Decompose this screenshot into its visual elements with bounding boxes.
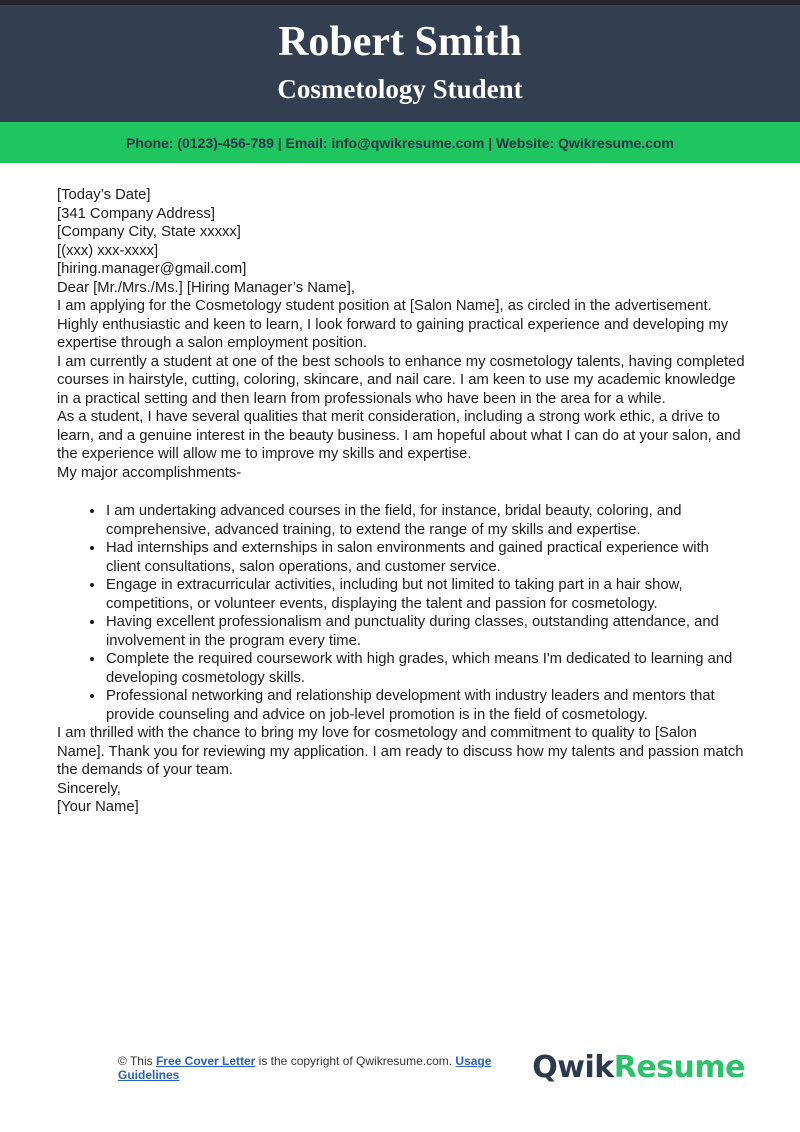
letter-paragraph: As a student, I have several qualities that merit consideration, including a strong work ethic, a drive to learn, and a genuine interest in the beauty business. I am hopeful about what I can do at your salon, and the experience will allow me to improve my skills and expertise. — [57, 409, 741, 462]
accomplishment-item: • Complete the required coursework with high grades, which means I'm dedicated to learning and developing cosmetology skills. — [105, 650, 745, 687]
page-footer — [0, 1048, 800, 1088]
letter-paragraph: I am applying for the Cosmetology student position at [Salon Name], as circled in the advertisement. Highly enthusiastic and keen to learn, I look forward to gaining practical experience and developing my expertise through a salon employment position. — [57, 298, 729, 351]
contact-info-text: Phone: (0123)-456-789 | Email: info@qwikresume.com | Website: Qwikresume.com — [126, 134, 674, 151]
copyright-text: © This — [118, 1054, 156, 1068]
copyright-text: is the copyright of Qwikresume.com. — [255, 1054, 456, 1068]
address-line: [(xxx) xxx-xxxx] — [57, 242, 159, 259]
letter-paragraph: I am thrilled with the chance to bring my love for cosmetology and commitment to quality to [Salon Name]. Thank you for reviewing my application. I am ready to discuss how my talents and passion match the demands of your team. — [57, 725, 744, 778]
copyright-notice — [118, 1054, 532, 1082]
letter-body — [0, 163, 800, 817]
salutation: Dear [Mr./Mrs./Ms.] [Hiring Manager’s Name], — [57, 279, 355, 296]
candidate-name: Robert Smith — [278, 19, 522, 65]
contact-bar — [0, 122, 800, 163]
address-line: [Company City, State xxxxx] — [57, 224, 241, 240]
accomplishment-item: • Engage in extracurricular activities, including but not limited to taking part in a hair show, competitions, or volunteer events, displaying the talent and passion for cosmetology. — [105, 576, 745, 613]
accomplishment-item: • Professional networking and relationship development with industry leaders and mentors that provide counseling and advice on job-level promotion is in the field of cosmetology. — [105, 687, 745, 724]
accomplishments-heading: My major accomplishments- — [57, 464, 242, 481]
letter-header — [0, 5, 800, 122]
usage-guidelines-link[interactable]: Usage Guidelines — [118, 1054, 492, 1082]
accomplishments-list — [57, 502, 745, 724]
address-line: [341 Company Address] — [57, 205, 215, 222]
logo-text-resume: Resume — [613, 1050, 745, 1085]
letter-paragraph: I am currently a student at one of the best schools to enhance my cosmetology talents, having completed courses in hairstyle, cutting, coloring, skincare, and nail care. I am keen to use my academic knowledge in a practical setting and then learn from professionals who have been in the area for a while. — [57, 353, 745, 407]
qwikresume-logo — [532, 1048, 745, 1088]
candidate-title: Cosmetology Student — [277, 74, 523, 104]
accomplishment-item: • Had internships and externships in salon environments and gained practical experience with client consultations, salon operations, and customer service. — [105, 539, 745, 576]
signoff: Sincerely, — [57, 780, 121, 797]
company-address-block — [57, 205, 745, 279]
accomplishment-item: • Having excellent professionalism and punctuality during classes, outstanding attendance, and involvement in the program every time. — [105, 613, 745, 650]
address-line: [hiring.manager@gmail.com] — [57, 261, 247, 277]
free-cover-letter-link[interactable]: Free Cover Letter — [155, 1054, 256, 1068]
logo-text-qwik: Qwik — [532, 1050, 614, 1085]
date-placeholder: [Today’s Date] — [57, 187, 151, 203]
accomplishment-item: • I am undertaking advanced courses in the field, for instance, bridal beauty, coloring, and comprehensive, advanced training, to extend the range of my skills and expertise. — [105, 502, 745, 539]
signature-placeholder: [Your Name] — [57, 799, 139, 815]
